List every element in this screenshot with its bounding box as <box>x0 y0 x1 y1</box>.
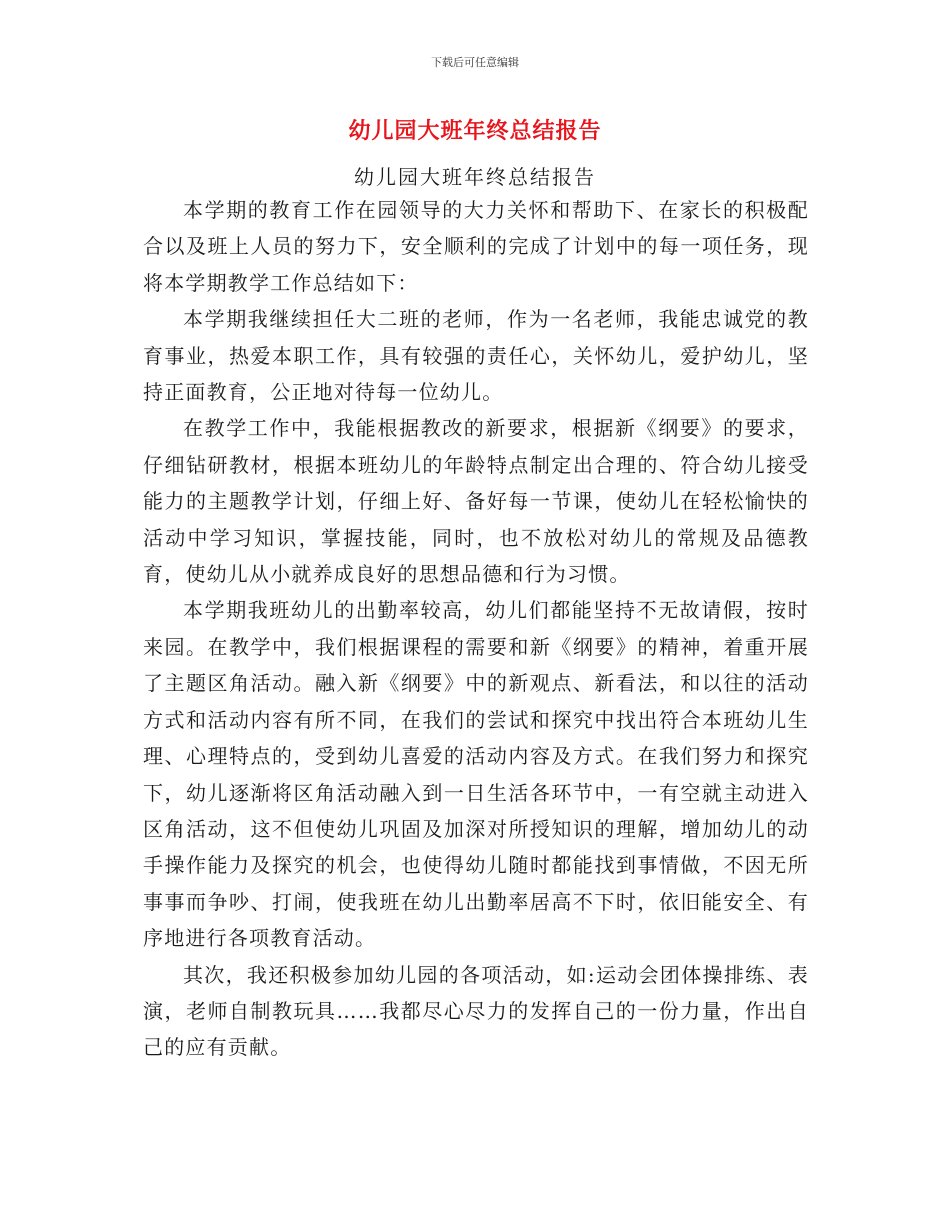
paragraph-role: 本学期我继续担任大二班的老师，作为一名老师，我能忠诚党的教育事业，热爱本职工作，具有较强的责任心，关怀幼儿，爱护幼儿，坚持正面教育，公正地对待每一位幼儿。 <box>143 307 809 405</box>
paragraph-activities: 其次，我还积极参加幼儿园的各项活动，如:运动会团体操排练、表演，老师自制教玩具……我都尽心尽力的发挥自己的一份力量，作出自己的应有贡献。 <box>143 962 809 1060</box>
header-note: 下载后可任意编辑 <box>431 56 519 69</box>
document-subtitle: 幼儿园大班年终总结报告 <box>354 165 596 189</box>
paragraph-intro: 本学期的教育工作在园领导的大力关怀和帮助下、在家长的积极配合以及班上人员的努力下，安全顺利的完成了计划中的每一项任务，现将本学期教学工作总结如下： <box>143 198 809 295</box>
document-title: 幼儿园大班年终总结报告 <box>348 119 602 144</box>
document-body <box>143 192 809 1066</box>
paragraph-attendance: 本学期我班幼儿的出勤率较高，幼儿们都能坚持不无故请假，按时来园。在教学中，我们根据课程的需要和新《纲要》的精神，着重开展了主题区角活动。融入新《纲要》中的新观点、新看法，和以往的活动方式和活动内容有所不同，在我们的尝试和探究中找出符合本班幼儿生理、心理特点的，受到幼儿喜爱的活动内容及方式。在我们努力和探究下，幼儿逐渐将区角活动融入到一日生活各环节中，一有空就主动进入区角活动，这不但使幼儿巩固及加深对所授知识的理解，增加幼儿的动手操作能力及探究的机会，也使得幼儿随时都能找到事情做，不因无所事事而争吵、打闹，使我班在幼儿出勤率居高不下时，依旧能安全、有序地进行各项教育活动。 <box>143 598 809 951</box>
paragraph-teaching: 在教学工作中，我能根据教改的新要求，根据新《纲要》的要求，仔细钻研教材，根据本班幼儿的年龄特点制定出合理的、符合幼儿接受能力的主题教学计划，仔细上好、备好每一节课，使幼儿在轻松愉快的活动中学习知识，掌握技能，同时，也不放松对幼儿的常规及品德教育，使幼儿从小就养成良好的思想品德和行为习惯。 <box>143 416 809 587</box>
